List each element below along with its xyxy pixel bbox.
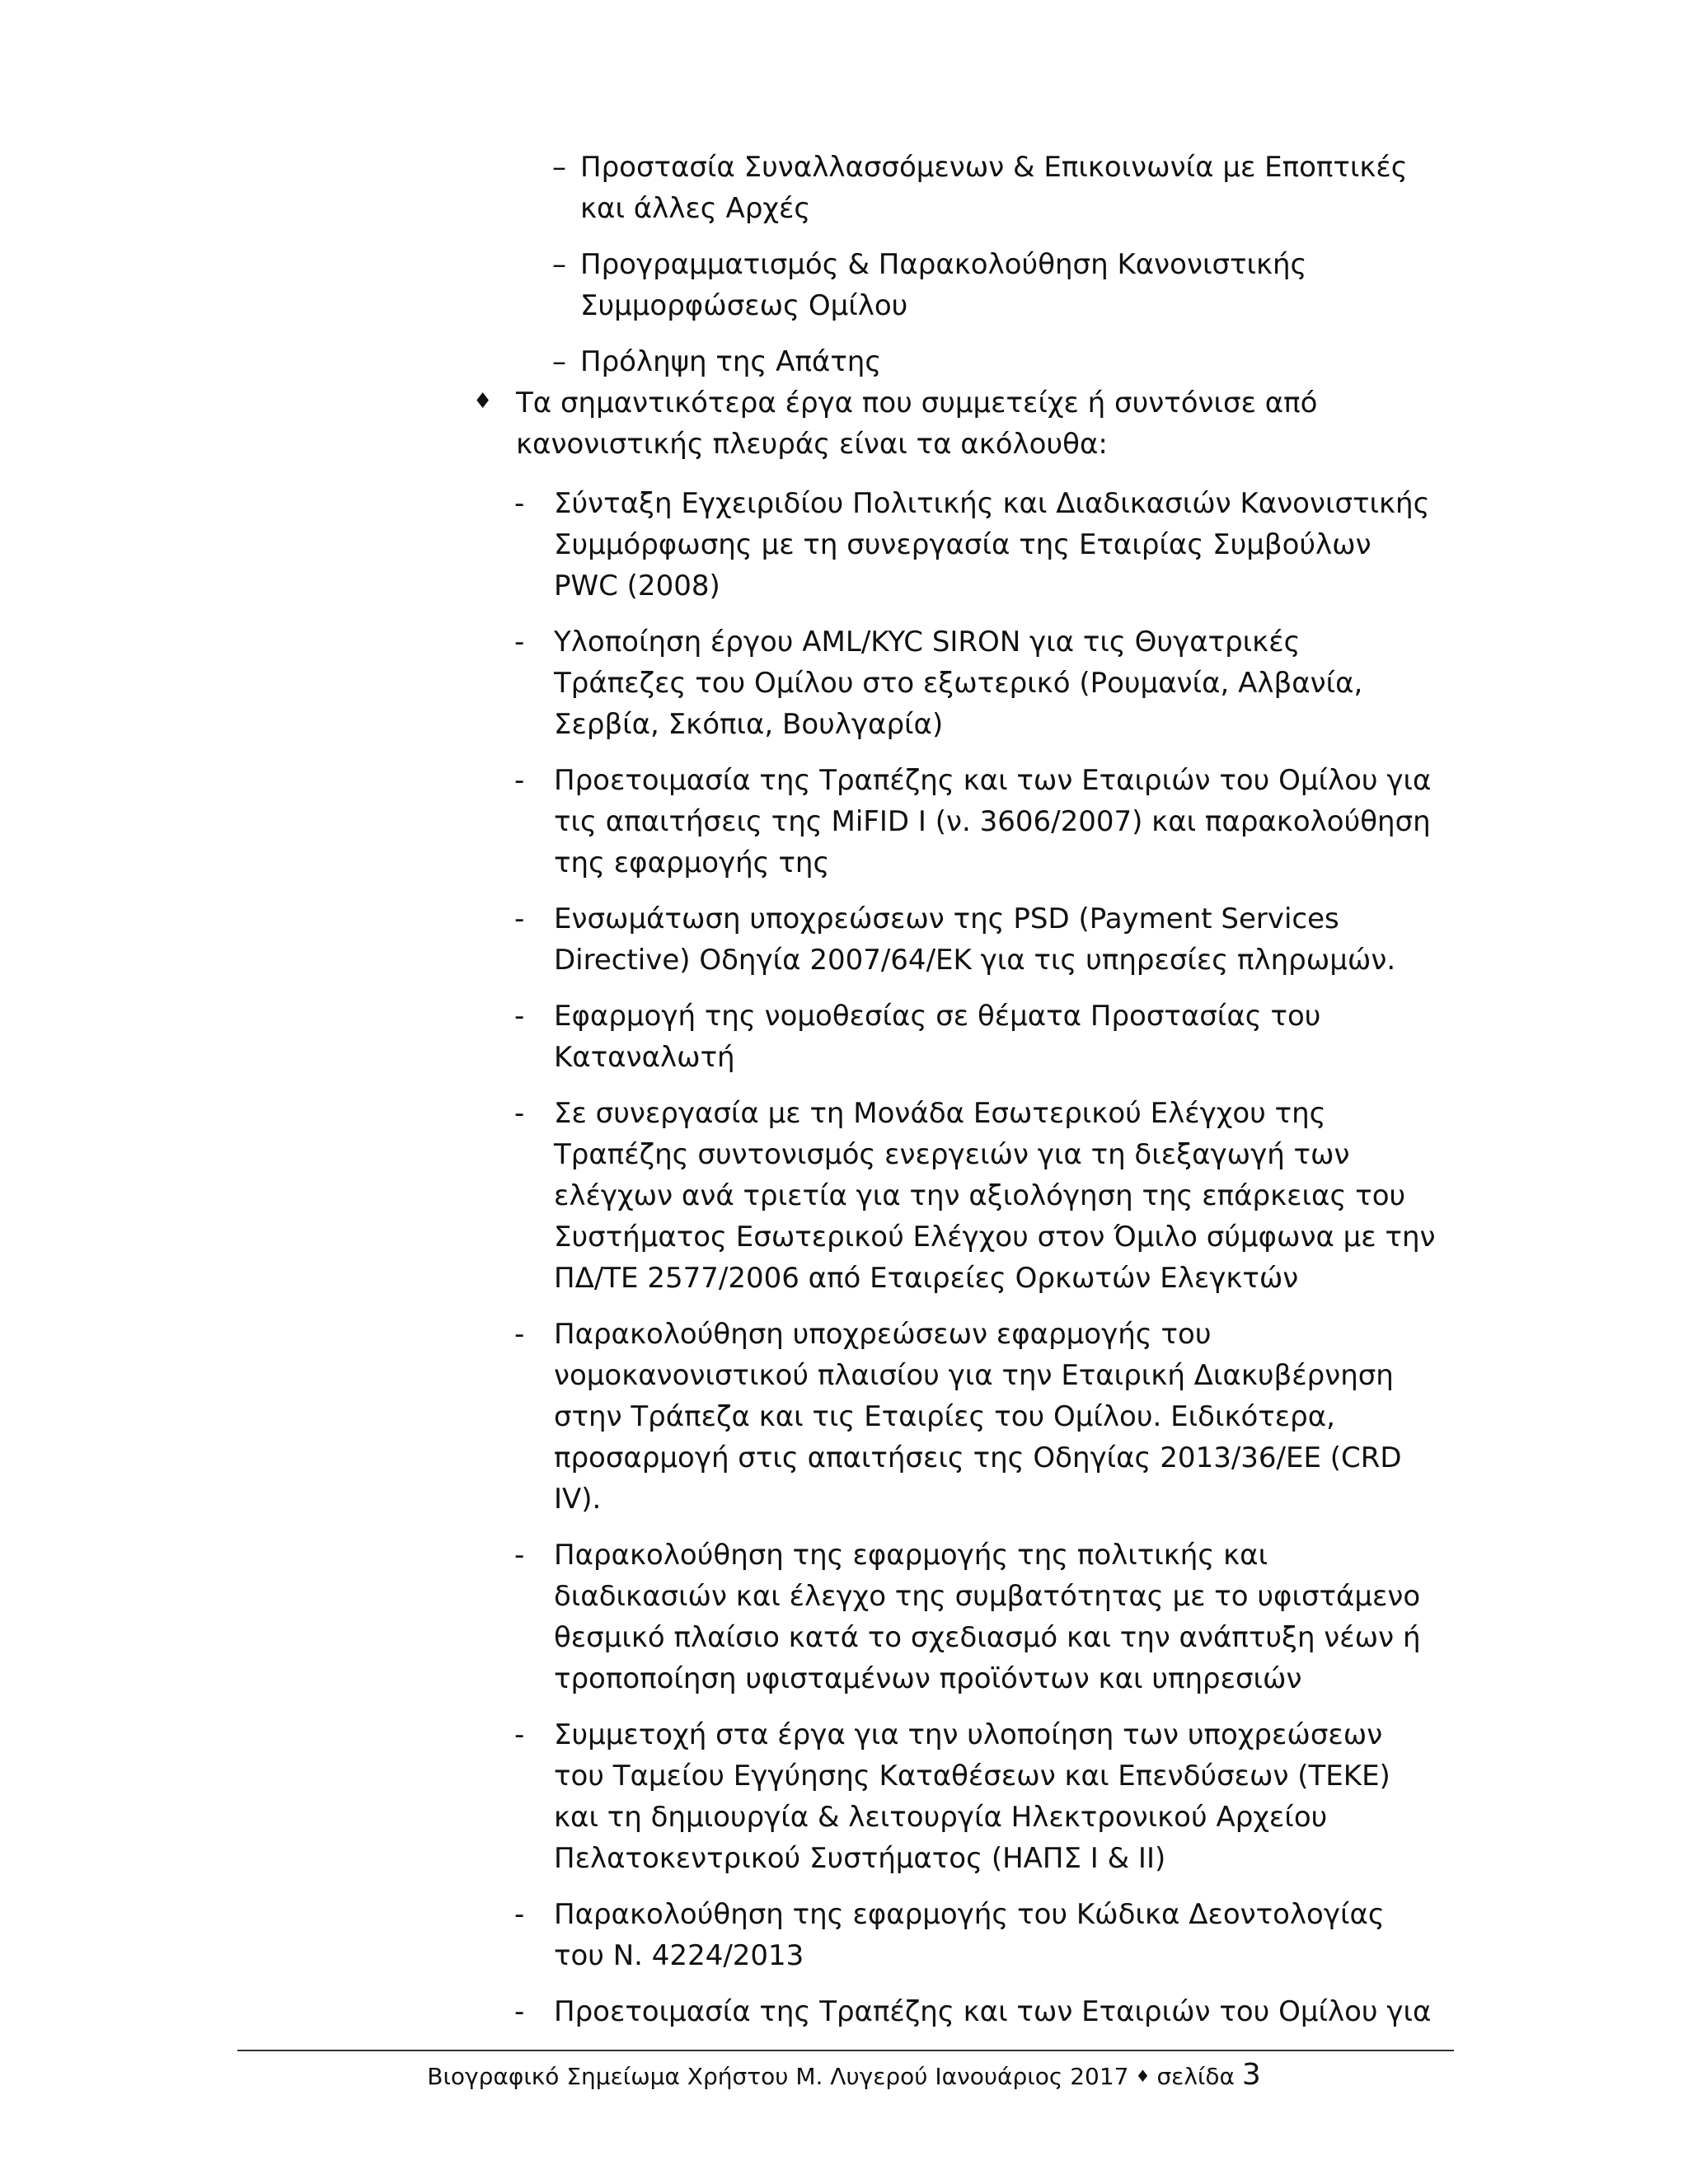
dash-icon: - <box>514 487 525 520</box>
sub-item <box>552 244 1437 326</box>
project-item <box>514 483 1440 607</box>
dash-icon: - <box>514 1718 525 1751</box>
project-text: Προετοιμασία της Τραπέζης και των Εταιριών του Ομίλου για τις απαιτήσεις της MiFID I (ν. 3606/2007) και παρακολούθηση της εφαρμογής της <box>554 764 1432 879</box>
dash-icon: – <box>552 248 566 281</box>
project-text: Ενσωμάτωση υποχρεώσεων της PSD (Payment Services Directive) Οδηγία 2007/64/ΕΚ για τις υπηρεσίες πληρωμών. <box>554 902 1396 977</box>
footer-text: Βιογραφικό Σημείωμα Χρήστου Μ. Λυγερού Ιανουάριος 2017 <box>427 2063 1129 2090</box>
dash-icon: – <box>552 151 566 184</box>
project-item <box>514 1314 1440 1520</box>
dash-icon: - <box>514 1097 525 1130</box>
project-text: Παρακολούθηση υποχρεώσεων εφαρμογής του νομοκανονιστικού πλαισίου για την Εταιρική Διακυβέρνηση στην Τράπεζα και τις Εταιρίες του Ομίλου. Ειδικότερα, προσαρμογή στις απαιτήσεις της Οδηγίας 2013/36/ΕΕ (CRD IV). <box>554 1318 1402 1516</box>
project-text: Προετοιμασία της Τραπέζης και των Εταιριών του Ομίλου για <box>554 1995 1432 2028</box>
project-item <box>514 621 1440 745</box>
bullet-item <box>473 382 1439 465</box>
dash-icon: - <box>514 626 525 658</box>
project-text: Παρακολούθηση της εφαρμογής της πολιτικής και διαδικασιών και έλεγχο της συμβατότητας με το υφιστάμενο θεσμικό πλαίσιο κατά το σχεδιασμό και την ανάπτυξη νέων ή τροποποίηση υφισταμένων προϊόντων και υπηρεσιών <box>554 1539 1421 1695</box>
dash-icon: - <box>514 1539 525 1572</box>
project-text: Εφαρμογή της νομοθεσίας σε θέματα Προστασίας του Καταναλωτή <box>554 1000 1321 1074</box>
project-item <box>514 898 1440 981</box>
project-item <box>514 760 1440 883</box>
diamond-separator-icon: ♦ <box>1135 2066 1151 2086</box>
dash-icon: - <box>514 1995 525 2028</box>
diamond-bullet-icon: ♦ <box>473 389 493 414</box>
dash-icon: – <box>552 345 566 378</box>
sub-item-text: Προστασία Συναλλασσόμενων & Επικοινωνία με Εποπτικές και άλλες Αρχές <box>580 151 1408 225</box>
page-content <box>0 147 1688 2047</box>
sub-item <box>552 341 1437 382</box>
sub-item <box>552 147 1437 229</box>
project-item <box>514 1714 1440 1879</box>
dash-icon: - <box>514 1318 525 1351</box>
project-text: Υλοποίηση έργου AML/KYC SIRON για τις Θυγατρικές Τράπεζες του Ομίλου στο εξωτερικό (Ρουμανία, Αλβανία, Σερβία, Σκόπια, Βουλγαρία) <box>554 626 1363 741</box>
project-item <box>514 996 1440 1078</box>
page-label: σελίδα <box>1156 2063 1235 2090</box>
dash-icon: - <box>514 1000 525 1033</box>
project-item <box>514 1894 1440 1976</box>
project-text: Παρακολούθηση της εφαρμογής του Κώδικα Δεοντολογίας του Ν. 4224/2013 <box>554 1898 1385 1972</box>
project-item <box>514 1991 1440 2032</box>
project-text: Συμμετοχή στα έργα για την υλοποίηση των υποχρεώσεων του Ταμείου Εγγύησης Καταθέσεων και Επενδύσεων (ΤΕΚΕ) και τη δημιουργία & λειτουργία Ηλεκτρονικού Αρχείου Πελατοκεντρικού Συστήματος (ΗΑΠΣ Ι & ΙΙ) <box>554 1718 1390 1875</box>
dash-icon: - <box>514 902 525 935</box>
project-text: Σύνταξη Εγχειριδίου Πολιτικής και Διαδικασιών Κανονιστικής Συμμόρφωσης με τη συνεργασία της Εταιρίας Συμβούλων PWC (2008) <box>554 487 1430 602</box>
project-item <box>514 1093 1440 1299</box>
page-number: 3 <box>1241 2058 1261 2092</box>
footer-divider <box>237 2050 1454 2051</box>
project-item <box>514 1535 1440 1699</box>
project-text: Σε συνεργασία με τη Μονάδα Εσωτερικού Ελέγχου της Τραπέζης συντονισμός ενεργειών για τη διεξαγωγή των ελέγχων ανά τριετία για την αξιολόγηση της επάρκειας του Συστήματος Εσωτερικού Ελέγχου στον Όμιλο σύμφωνα με την ΠΔ/ΤΕ 2577/2006 από Εταιρείες Ορκωτών Ελεγκτών <box>554 1097 1436 1295</box>
bullet-text: Τα σημαντικότερα έργα που συμμετείχε ή συντόνισε από κανονιστικής πλευράς είναι τα ακόλουθα: <box>516 387 1318 461</box>
page-footer <box>0 2059 1688 2095</box>
dash-icon: - <box>514 764 525 797</box>
sub-item-text: Προγραμματισμός & Παρακολούθηση Κανονιστικής Συμμορφώσεως Ομίλου <box>580 248 1307 322</box>
dash-icon: - <box>514 1898 525 1931</box>
sub-item-text: Πρόληψη της Απάτης <box>580 345 882 378</box>
